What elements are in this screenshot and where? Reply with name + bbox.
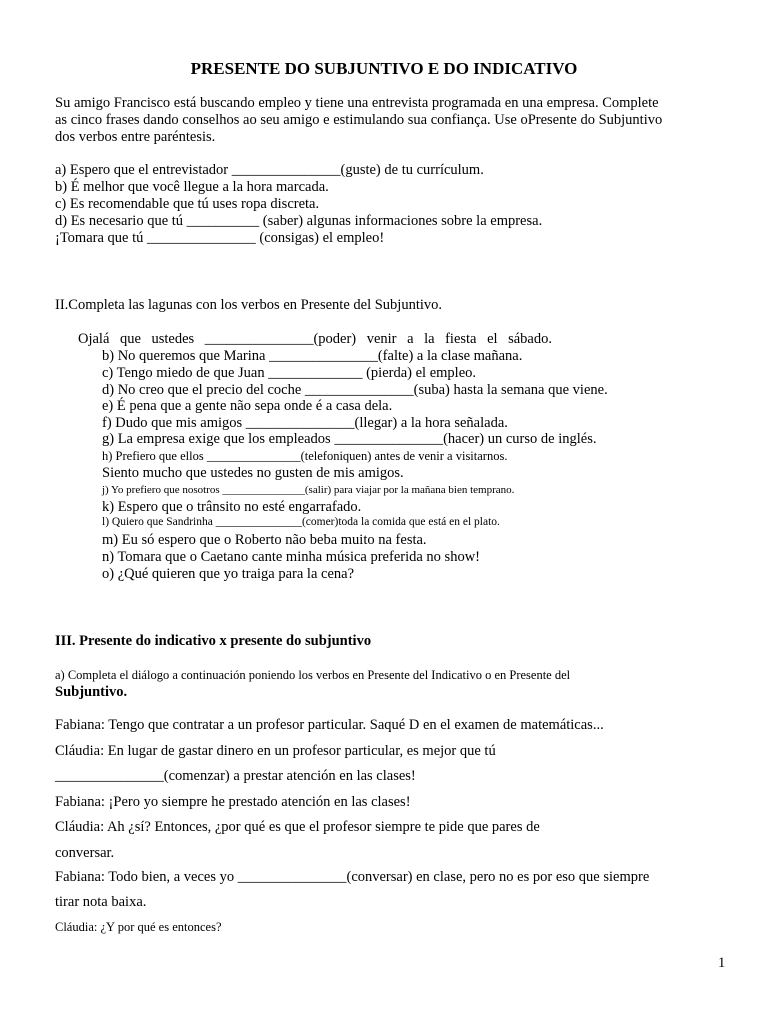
section3-heading: III. Presente do indicativo x presente do subjuntivo bbox=[55, 633, 372, 649]
page-number: 1 bbox=[718, 955, 726, 971]
section2-item-f: f) Dudo que mis amigos _______________(llegar) a la hora señalada. bbox=[102, 415, 508, 431]
section1-item-d: d) Es necesario que tú __________ (saber) algunas informaciones sobre la empresa. bbox=[55, 213, 543, 229]
dialogue-line: Cláudia: ¿Y por qué es entonces? bbox=[55, 920, 222, 934]
section3-instruction-line-2: Subjuntivo. bbox=[55, 684, 128, 700]
section2-item-e: e) É pena que a gente não sepa onde é a casa dela. bbox=[102, 398, 393, 414]
section2-item-m: m) Eu só espero que o Roberto não beba muito na festa. bbox=[102, 532, 427, 548]
intro-line-3: dos verbos entre paréntesis. bbox=[55, 129, 216, 145]
intro-line-1: Su amigo Francisco está buscando empleo y tiene una entrevista programada en una empresa. Complete bbox=[55, 95, 659, 111]
section2-item-g: g) La empresa exige que los empleados _______________(hacer) un curso de inglés. bbox=[102, 431, 597, 447]
section2-item-c: c) Tengo miedo de que Juan _____________ (pierda) el empleo. bbox=[102, 365, 477, 381]
section1-item-e: ¡Tomara que tú _______________ (consigas) el empleo! bbox=[55, 230, 385, 246]
section2-item-j: j) Yo prefiero que nosotros _______________(salir) para viajar por la mañana bien temprano. bbox=[102, 484, 515, 496]
word: _______________(poder) bbox=[204, 331, 357, 347]
dialogue-line: tirar nota baixa. bbox=[55, 894, 147, 910]
dialogue-line: Cláudia: Ah ¿sí? Entonces, ¿por qué es que el profesor siempre te pide que pares de bbox=[55, 819, 540, 835]
word: el bbox=[487, 331, 498, 347]
section2-item-n: n) Tomara que o Caetano cante minha música preferida no show! bbox=[102, 549, 480, 565]
dialogue-line: Fabiana: Todo bien, a veces yo _______________(conversar) en clase, pero no es por eso que siempre bbox=[55, 869, 650, 885]
section1-item-c: c) Es recomendable que tú uses ropa discreta. bbox=[55, 196, 320, 212]
section2-item-i: Siento mucho que ustedes no gusten de mis amigos. bbox=[102, 465, 404, 481]
intro-line-2: as cinco frases dando conselhos ao seu amigo e estimulando sua confiança. Use oPresente do Subjuntivo bbox=[55, 112, 663, 128]
page-title: PRESENTE DO SUBJUNTIVO E DO INDICATIVO bbox=[190, 59, 578, 78]
section2-heading: II.Completa las lagunas con los verbos en Presente del Subjuntivo. bbox=[55, 297, 442, 313]
section2-item-d: d) No creo que el precio del coche _______________(suba) hasta la semana que viene. bbox=[102, 382, 608, 398]
dialogue-line: Cláudia: En lugar de gastar dinero en un profesor particular, es mejor que tú bbox=[55, 743, 496, 759]
section3-instruction-line-1: a) Completa el diálogo a continuación poniendo los verbos en Presente del Indicativo o en Presente del bbox=[55, 668, 571, 682]
word: Ojalá bbox=[78, 331, 110, 347]
section2-item-b: b) No queremos que Marina _______________(falte) a la clase mañana. bbox=[102, 348, 523, 364]
word: a bbox=[407, 331, 414, 347]
dialogue-line: _______________(comenzar) a prestar atención en las clases! bbox=[55, 768, 416, 784]
word: fiesta bbox=[445, 331, 477, 347]
section2-item-o: o) ¿Qué quieren que yo traiga para la cena? bbox=[102, 566, 355, 582]
dialogue-line: Fabiana: ¡Pero yo siempre he prestado atención en las clases! bbox=[55, 794, 411, 810]
word: sábado. bbox=[508, 331, 552, 347]
word: venir bbox=[366, 331, 397, 347]
dialogue-line: conversar. bbox=[55, 845, 115, 861]
section1-item-b: b) É melhor que você llegue a la hora marcada. bbox=[55, 179, 329, 195]
word: la bbox=[424, 331, 435, 347]
section2-item-a bbox=[78, 331, 552, 348]
section2-item-h: h) Prefiero que ellos _______________(telefoniquen) antes de venir a visitarnos. bbox=[102, 449, 508, 463]
section2-item-k: k) Espero que o trânsito no esté engarrafado. bbox=[102, 499, 362, 515]
word: ustedes bbox=[151, 331, 195, 347]
word: que bbox=[119, 331, 141, 347]
section2-item-l: l) Quiero que Sandrinha _______________(comer)toda la comida que está en el plato. bbox=[102, 516, 500, 528]
section1-item-a: a) Espero que el entrevistador _______________(guste) de tu currículum. bbox=[55, 162, 484, 178]
dialogue-line: Fabiana: Tengo que contratar a un profesor particular. Saqué D en el examen de matemáticas... bbox=[55, 717, 604, 733]
